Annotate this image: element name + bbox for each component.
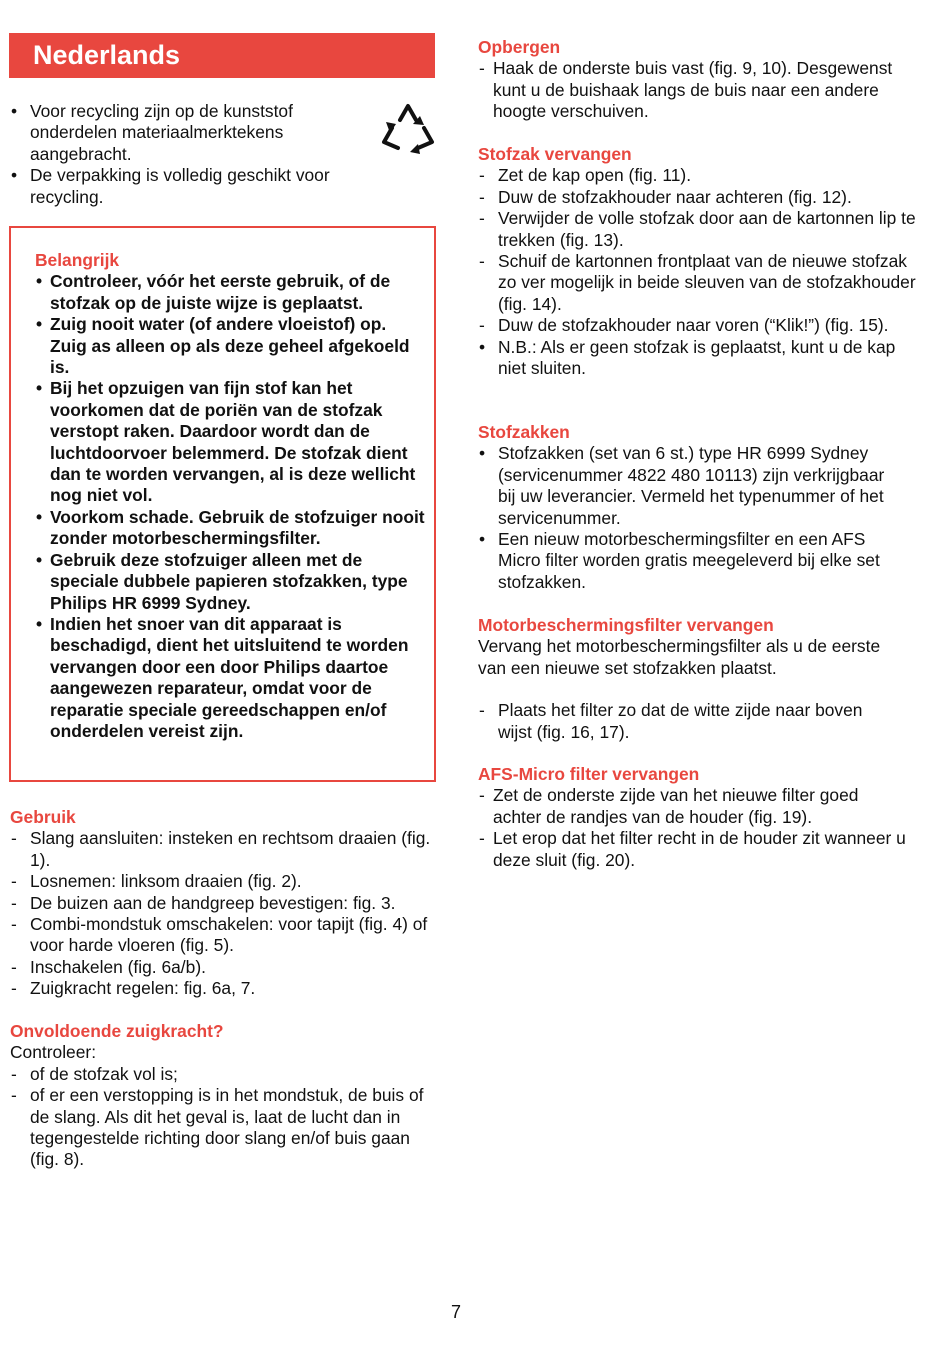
list-item: • De verpakking is volledig geschikt voor recycling. (10, 165, 370, 208)
section-title: Onvoldoende zuigkracht? (10, 1021, 224, 1041)
list-item: - Combi-mondstuk omschakelen: voor tapijt (fig. 4) of voor harde vloeren (fig. 5). (10, 914, 440, 957)
section-afs-micro-filter (478, 764, 908, 871)
note-item: • N.B.: Als er geen stofzak is geplaatst, kunt u de kap niet sluiten. (478, 337, 918, 380)
list-item: - Verwijder de volle stofzak door aan de kartonnen lip te trekken (fig. 13). (478, 208, 918, 251)
list-item: - Schuif de kartonnen frontplaat van de nieuwe stofzak zo ver mogelijk in beide sleuven van de stofzakhouder (fig. 14). (478, 251, 918, 315)
list-item: - Zuigkracht regelen: fig. 6a, 7. (10, 978, 440, 999)
list-item: • Indien het snoer van dit apparaat is beschadigd, dient het uitsluitend te worden vervangen door een door Philips daartoe aangewezen reparateur, omdat voor de reparatie speciale gereedschappen en/of onderdelen vereist zijn. (35, 614, 426, 742)
list-item: - Duw de stofzakhouder naar voren (“Klik!”) (fig. 15). (478, 315, 918, 336)
section-motorbeschermingsfilter (478, 615, 898, 743)
list-item: - of er een verstopping is in het mondstuk, de buis of de slang. Als dit het geval is, laat de lucht dan in tegengestelde richting door slang en/of buis gaan (fig. 8). (10, 1085, 430, 1171)
section-lead: Controleer: (10, 1042, 97, 1063)
page-number: 7 (450, 1302, 461, 1322)
section-gebruik (10, 807, 440, 1000)
section-title: Stofzak vervangen (478, 144, 632, 164)
list-item: • Zuig nooit water (of andere vloeistof) op. Zuig as alleen op als deze geheel afgekoeld is. (35, 314, 426, 378)
section-title: Motorbeschermingsfilter vervangen (478, 615, 774, 635)
list-item: - Losnemen: linksom draaien (fig. 2). (10, 871, 440, 892)
list-item: • Voor recycling zijn op de kunststof onderdelen materiaalmerktekens aangebracht. (10, 101, 370, 165)
important-notice (9, 226, 436, 782)
section-title: Opbergen (478, 37, 561, 57)
list-item: - Inschakelen (fig. 6a/b). (10, 957, 440, 978)
section-stofzak-vervangen (478, 144, 918, 379)
recycle-icon (380, 100, 436, 156)
section-lead: Vervang het motorbeschermingsfilter als u de eerste van een nieuwe set stofzakken plaatst. (478, 636, 881, 678)
important-title: Belangrijk (35, 250, 120, 270)
list-item: • Een nieuw motorbeschermingsfilter en een AFS Micro filter worden gratis meegeleverd bij elke set stofzakken. (478, 529, 903, 593)
list-item: - Duw de stofzakhouder naar achteren (fig. 12). (478, 187, 918, 208)
list-item: - De buizen aan de handgreep bevestigen: fig. 3. (10, 893, 440, 914)
section-stofzakken (478, 422, 903, 593)
list-item: - Zet de kap open (fig. 11). (478, 165, 918, 186)
section-title: AFS-Micro filter vervangen (478, 764, 700, 784)
section-title: Gebruik (10, 807, 76, 827)
section-title: Stofzakken (478, 422, 570, 442)
language-banner: Nederlands (9, 33, 435, 78)
list-item: - Let erop dat het filter recht in de houder zit wanneer u deze sluit (fig. 20). (478, 828, 908, 871)
list-item: • Controleer, vóór het eerste gebruik, of de stofzak op de juiste wijze is geplaatst. (35, 271, 426, 314)
section-onvoldoende-zuigkracht (10, 1021, 430, 1171)
list-item: - Plaats het filter zo dat de witte zijde naar boven wijst (fig. 16, 17). (478, 700, 898, 743)
list-item: • Voorkom schade. Gebruik de stofzuiger nooit zonder motorbeschermingsfilter. (35, 507, 426, 550)
list-item: • Gebruik deze stofzuiger alleen met de speciale dubbele papieren stofzakken, type Philips HR 6999 Sydney. (35, 550, 426, 614)
list-item: - Slang aansluiten: insteken en rechtsom draaien (fig. 1). (10, 828, 440, 871)
list-item: - Haak de onderste buis vast (fig. 9, 10). Desgewenst kunt u de buishaak langs de buis naar een andere hoogte verschuiven. (478, 58, 898, 122)
list-item: • Bij het opzuigen van fijn stof kan het voorkomen dat de poriën van de stofzak verstopt raken. Daardoor wordt dan de luchtdoorvoer belemmerd. De stofzak dient dan te worden vervangen, al is deze wellicht nog niet vol. (35, 378, 426, 506)
list-item: - of de stofzak vol is; (10, 1064, 430, 1085)
list-item: • Stofzakken (set van 6 st.) type HR 6999 Sydney (servicenummer 4822 480 10113) zijn verkrijgbaar bij uw leverancier. Vermeld het typenummer of het servicenummer. (478, 443, 903, 529)
section-opbergen (478, 37, 898, 123)
intro-list (10, 101, 370, 208)
list-item: - Zet de onderste zijde van het nieuwe filter goed achter de randjes van de houder (fig. 19). (478, 785, 908, 828)
